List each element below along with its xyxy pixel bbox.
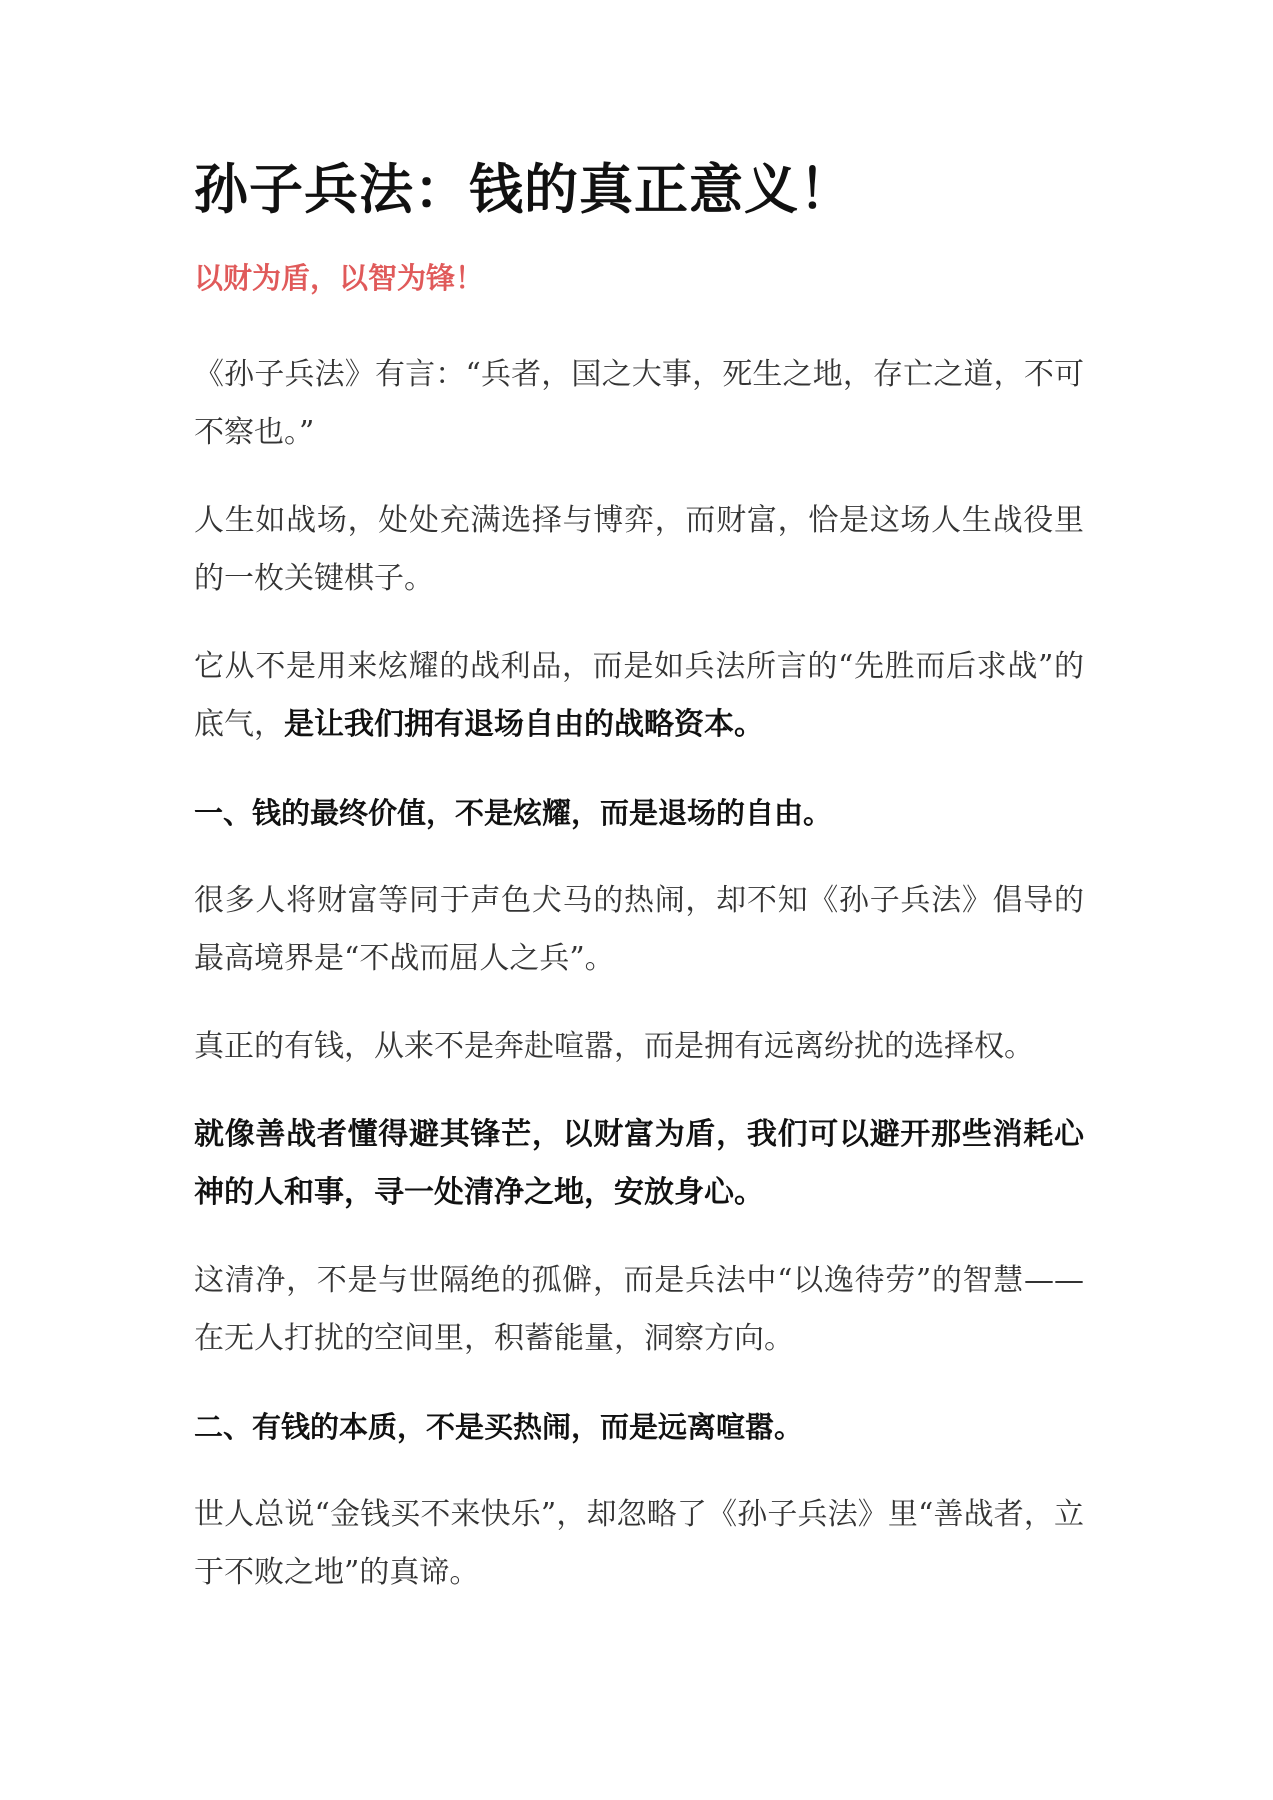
article — [194, 150, 1084, 1632]
paragraph-3-emphasis: 是让我们拥有退场自由的战略资本。 — [284, 707, 764, 742]
paragraph-1: 《孙子兵法》有言：“兵者，国之大事，死生之地，存亡之道，不可不察也。” — [194, 357, 1084, 450]
paragraph-7: 这清净，不是与世隔绝的孤僻，而是兵法中“以逸待劳”的智慧——在无人打扰的空间里，积蓄能量，洞察方向。 — [194, 1263, 1084, 1356]
article-subtitle: 以财为盾，以智为锋！ — [194, 261, 485, 295]
paragraph-4: 很多人将财富等同于声色犬马的热闹，却不知《孙子兵法》倡导的最高境界是“不战而屈人之兵”。 — [194, 883, 1084, 976]
paragraph-3 — [194, 638, 1084, 754]
paragraph-6-emphasis: 就像善战者懂得避其锋芒，以财富为盾，我们可以避开那些消耗心神的人和事，寻一处清净之地，安放身心。 — [194, 1117, 1084, 1210]
paragraph-3-text: 它从不是用来炫耀的战利品，而是如兵法所言的“先胜而后求战”的底气， — [194, 649, 1084, 742]
section-heading-1: 一、钱的最终价值，不是炫耀，而是退场的自由。 — [194, 796, 833, 830]
paragraph-5: 真正的有钱，从来不是奔赴喧嚣，而是拥有远离纷扰的选择权。 — [194, 1029, 1034, 1064]
paragraph-8: 世人总说“金钱买不来快乐”，却忽略了《孙子兵法》里“善战者，立于不败之地”的真谛。 — [194, 1497, 1084, 1590]
article-title: 孙子兵法：钱的真正意义！ — [194, 158, 854, 221]
section-heading-2: 二、有钱的本质，不是买热闹，而是远离喧嚣。 — [194, 1410, 804, 1444]
paragraph-2: 人生如战场，处处充满选择与博弈，而财富，恰是这场人生战役里的一枚关键棋子。 — [194, 503, 1084, 596]
